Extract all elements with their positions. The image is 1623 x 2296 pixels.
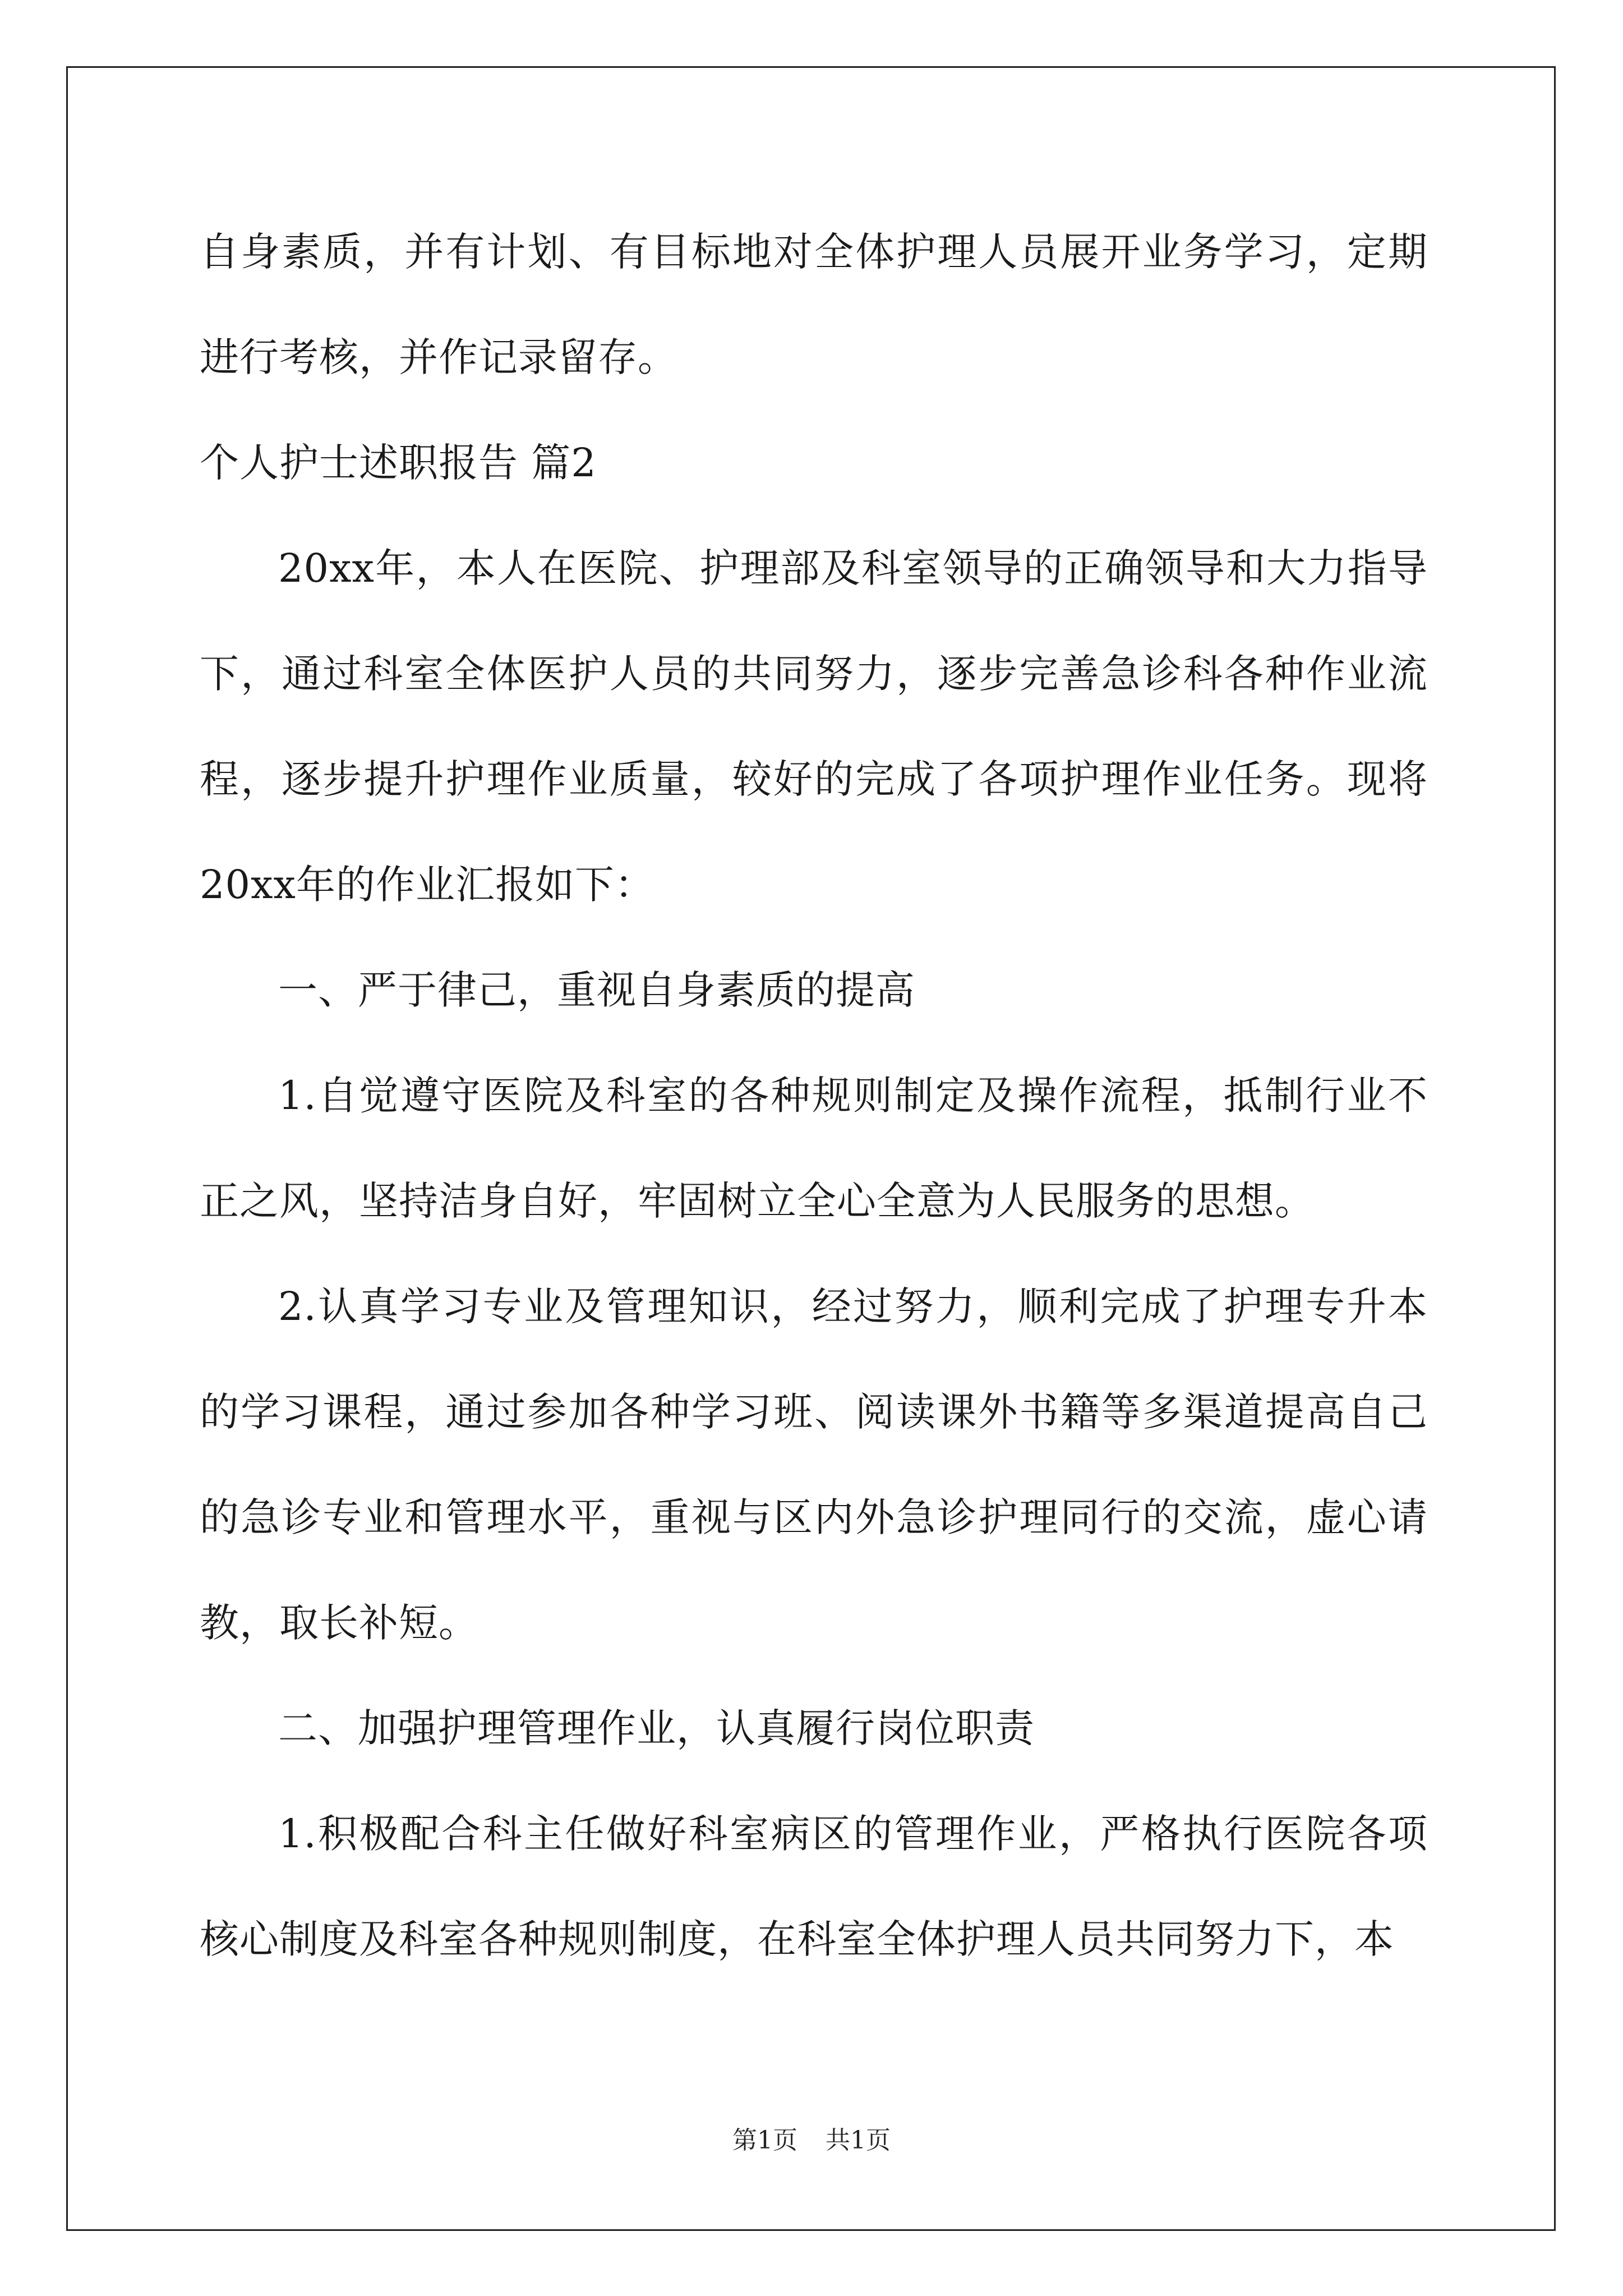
- section-title: 个人护士述职报告 篇2: [200, 440, 597, 486]
- paragraph-continuation: 自身素质，并有计划、有目标地对全体护理人员展开业务学习，定期进行考核，并作记录留存。: [200, 229, 1428, 380]
- document-body: [200, 199, 1428, 1992]
- paragraph-item-2: 2.认真学习专业及管理知识，经过努力，顺利完成了护理专升本的学习课程，通过参加各种学习班、阅读课外书籍等多渠道提高自己的急诊专业和管理水平，重视与区内外急诊护理同行的交流，虚心请教，取长补短。: [200, 1283, 1428, 1646]
- paragraph-intro: 20xx年，本人在医院、护理部及科室领导的正确领导和大力指导下，通过科室全体医护人员的共同努力，逐步完善急诊科各种作业流程，逐步提升护理作业质量，较好的完成了各项护理作业任务。现将20xx年的作业汇报如下：: [200, 545, 1428, 908]
- page-number-total: 共1页: [826, 2126, 891, 2155]
- page-footer: [0, 2124, 1623, 2157]
- paragraph-item-3: 1.积极配合科主任做好科室病区的管理作业，严格执行医院各项核心制度及科室各种规则制度，在科室全体护理人员共同努力下，本: [200, 1811, 1428, 1962]
- page-number-current: 第1页: [732, 2126, 797, 2155]
- subheading-one: 一、严于律己，重视自身素质的提高: [278, 967, 915, 1013]
- paragraph-item-1: 1.自觉遵守医院及科室的各种规则制定及操作流程，抵制行业不正之风，坚持洁身自好，牢固树立全心全意为人民服务的思想。: [200, 1073, 1428, 1224]
- subheading-two: 二、加强护理管理作业，认真履行岗位职责: [278, 1705, 1035, 1751]
